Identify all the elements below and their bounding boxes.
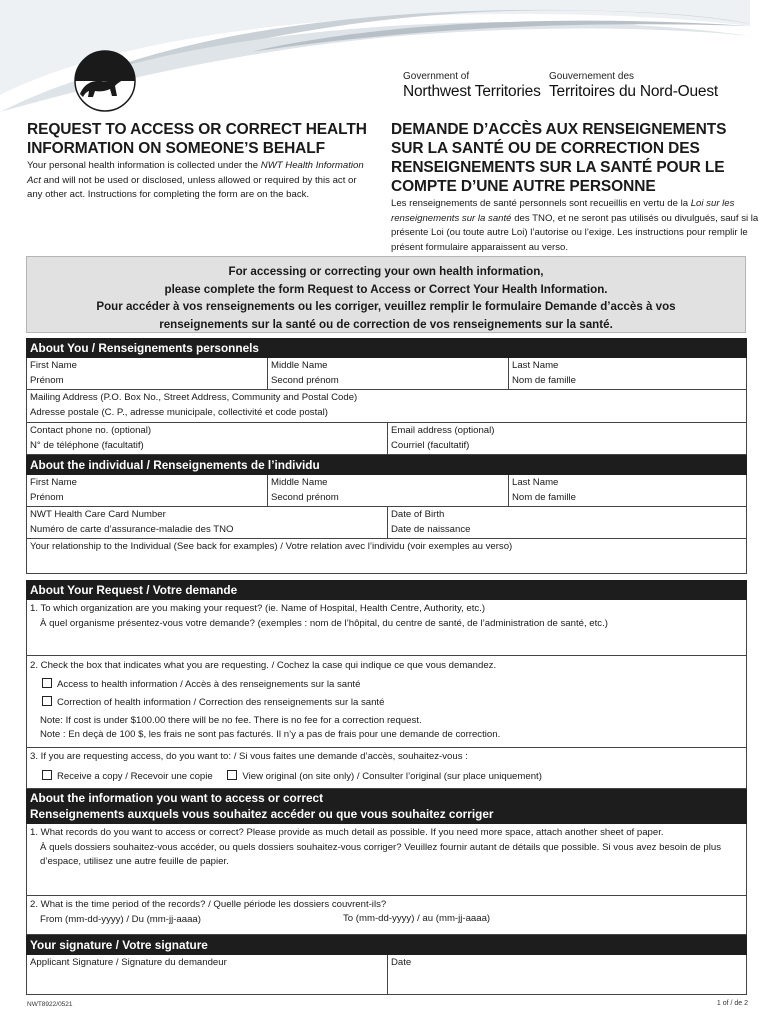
time-period-block	[26, 896, 747, 935]
page-header	[0, 0, 770, 115]
field-label: Last Name	[512, 360, 559, 371]
section-heading-en: About the information you want to access or correct	[30, 791, 323, 805]
field-label: First Name	[30, 477, 77, 488]
form-number: NWT8922/0521	[27, 1001, 73, 1008]
intro-french	[391, 197, 761, 255]
applicant-name-row	[26, 358, 747, 390]
field-label-fr: Second prénom	[271, 491, 339, 503]
individual-last-name-field[interactable]	[509, 475, 746, 506]
field-label: Date of Birth	[391, 509, 445, 520]
section-heading-fr: Renseignements auxquels vous souhaitez accéder ou que vous souhaitez corriger	[30, 806, 494, 821]
individual-middle-name-field[interactable]	[268, 475, 509, 506]
section-signature: Your signature / Votre signature	[26, 935, 747, 955]
info-question-1-fr: À quels dossiers souhaitez-vous accéder, ou quels dossiers souhaitez-vous corriger? Veuillez fournir autant de détails que possible. Si vous avez besoin de plus d’espace, utilisez une autre feuille de papier.	[40, 841, 722, 868]
option-access[interactable]	[30, 676, 743, 694]
to-date-label: To (mm-dd-yyyy) / au (mm-jj-aaaa)	[343, 913, 491, 924]
option-correction[interactable]	[30, 694, 743, 712]
question-2: 2. Check the box that indicates what you are requesting. / Cochez la case qui indique ce que vous demandez.	[30, 660, 497, 671]
info-question-2: 2. What is the time period of the records? / Quelle période les dossiers couvrent-ils?	[30, 899, 387, 910]
intro-fr-text: Les renseignements de santé personnels sont recueillis en vertu de la	[391, 198, 691, 209]
option-correction-label: Correction of health information / Correction des renseignements sur la santé	[57, 696, 385, 708]
question-1-fr: À quel organisme présentez-vous votre demande? (exemples : nom de l’hôpital, du centre de santé, de l’administration de santé, etc.)	[40, 617, 608, 629]
intro-en-text-2: and will not be used or disclosed, unless allowed or required by this act or any other act. Instructions for completing the form are on the back.	[27, 174, 357, 201]
field-label: Mailing Address (P.O. Box No., Street Address, Community and Postal Code)	[30, 392, 358, 403]
field-label: Applicant Signature / Signature du demandeur	[30, 957, 227, 968]
section-about-you: About You / Renseignements personnels	[26, 338, 747, 358]
field-label-fr: N° de téléphone (facultatif)	[30, 439, 144, 451]
applicant-mailing-address-field[interactable]	[27, 390, 746, 422]
intro-en-act: NWT Health Information Act	[27, 160, 364, 186]
field-label: Email address (optional)	[391, 425, 495, 436]
title-english: REQUEST TO ACCESS OR CORRECT HEALTH INFORMATION ON SOMEONE’S BEHALF	[27, 121, 367, 157]
applicant-phone-field[interactable]	[27, 423, 388, 454]
gov-fr-wordmark	[549, 71, 718, 101]
option-view[interactable]	[227, 771, 542, 782]
records-description-field[interactable]	[26, 824, 747, 896]
intro-fr-text-2: des TNO, et ne seront pas utilisés ou divulgués, sauf si la présente Loi (ou toute autre Loi) l’autorise ou l’exige. Les instructions pour remplir le présent formulaire apparaissent au verso.	[391, 212, 759, 253]
view-checkbox[interactable]	[227, 770, 237, 780]
date-of-birth-field[interactable]	[388, 507, 746, 538]
option-view-label: View original (on site only) / Consulter l’original (sur place uniquement)	[242, 770, 542, 782]
gov-en-wordmark	[403, 71, 541, 101]
field-label-fr: Courriel (facultatif)	[391, 439, 470, 451]
field-label-fr: Adresse postale (C. P., adresse municipale, collectivité et code postal)	[30, 406, 328, 418]
individual-name-row	[26, 475, 747, 507]
copy-checkbox[interactable]	[42, 770, 52, 780]
field-label-fr: Numéro de carte d’assurance-maladie des TNO	[30, 523, 234, 535]
page-number: 1 of / de 2	[716, 1000, 748, 1007]
gov-en-big: Northwest Territories	[403, 83, 541, 100]
applicant-middle-name-field[interactable]	[268, 358, 509, 389]
field-label: Your relationship to the Individual (See back for examples) / Votre relation avec l’individu (voir exemples au verso)	[30, 541, 513, 552]
field-label-fr: Nom de famille	[512, 491, 576, 503]
own-info-notice	[26, 256, 746, 333]
individual-card-row	[26, 507, 747, 539]
request-type-block	[26, 656, 747, 748]
gov-fr-big: Territoires du Nord-Ouest	[549, 83, 719, 100]
field-label: Middle Name	[271, 360, 328, 371]
intro-en-text: Your personal health information is collected under the	[27, 160, 261, 171]
intro-fr-act: Loi sur les renseignements sur la santé	[391, 198, 735, 224]
field-label-fr: Date de naissance	[391, 523, 471, 535]
field-label-fr: Nom de famille	[512, 374, 576, 386]
option-access-label: Access to health information / Accès à des renseignements sur la santé	[57, 678, 361, 690]
correction-checkbox[interactable]	[42, 696, 52, 706]
applicant-signature-field[interactable]	[27, 955, 388, 994]
section-about-information	[26, 789, 747, 824]
option-copy-label: Receive a copy / Recevoir une copie	[57, 770, 213, 782]
relationship-row	[26, 539, 747, 574]
access-type-block	[26, 748, 747, 789]
option-copy[interactable]	[42, 771, 213, 782]
organization-field[interactable]	[26, 600, 747, 656]
question-3: 3. If you are requesting access, do you want to: / Si vous faites une demande d’accès, souhaitez-vous :	[30, 751, 468, 762]
notice-line-3: Pour accéder à vos renseignements ou les corriger, veuillez remplir le formulaire Demande d’accès à vos	[96, 300, 676, 313]
notice-line-1: For accessing or correcting your own health information,	[228, 265, 544, 278]
info-question-1: 1. What records do you want to access or correct? Please provide as much detail as possible. If you need more space, attach another sheet of paper.	[30, 827, 664, 838]
field-label: Middle Name	[271, 477, 328, 488]
field-label: Date	[391, 957, 412, 968]
access-checkbox[interactable]	[42, 678, 52, 688]
field-label: NWT Health Care Card Number	[30, 509, 166, 520]
notice-line-4: renseignements sur la santé ou de correction de vos renseignements sur la santé.	[159, 317, 613, 331]
relationship-field[interactable]	[27, 539, 746, 573]
to-date-field[interactable]	[343, 912, 490, 927]
field-label: Contact phone no. (optional)	[30, 425, 152, 436]
field-label-fr: Prénom	[30, 491, 64, 503]
applicant-mailing-row	[26, 390, 747, 423]
field-label: Last Name	[512, 477, 559, 488]
signature-row	[26, 955, 747, 995]
signature-date-field[interactable]	[388, 955, 746, 994]
applicant-first-name-field[interactable]	[27, 358, 268, 389]
gov-fr-small: Gouvernement des	[549, 71, 635, 82]
intro-english	[27, 159, 367, 203]
gov-en-small: Government of	[403, 71, 470, 82]
access-options	[30, 768, 743, 786]
field-label: First Name	[30, 360, 77, 371]
section-about-individual: About the individual / Renseignements de l’individu	[26, 455, 747, 475]
section-about-request: About Your Request / Votre demande	[26, 580, 747, 600]
request-form	[26, 338, 747, 995]
field-label-fr: Second prénom	[271, 374, 339, 386]
fee-note-fr: Note : En deçà de 100 $, les frais ne sont pas facturés. Il n’y a pas de frais pour une demande de correction.	[40, 729, 501, 741]
applicant-last-name-field[interactable]	[509, 358, 746, 389]
from-date-label: From (mm-dd-yyyy) / Du (mm-jj-aaaa)	[40, 913, 201, 925]
question-1: 1. To which organization are you making your request? (ie. Name of Hospital, Health Centre, Authority, etc.)	[30, 603, 486, 614]
notice-line-2: please complete the form Request to Access or Correct Your Health Information.	[164, 282, 608, 296]
individual-first-name-field[interactable]	[27, 475, 268, 506]
health-card-number-field[interactable]	[27, 507, 388, 538]
title-french: DEMANDE D’ACCÈS AUX RENSEIGNEMENTS SUR LA SANTÉ OU DE CORRECTION DES RENSEIGNEMENTS SUR LA SANTÉ POUR LE COMPTE D’UNE AUTRE PERSONNE	[391, 121, 727, 195]
applicant-contact-row	[26, 423, 747, 455]
field-label-fr: Prénom	[30, 374, 64, 386]
applicant-email-field[interactable]	[388, 423, 746, 454]
fee-note-en: Note: If cost is under $100.00 there will be no fee. There is no fee for a correction request.	[40, 714, 422, 726]
